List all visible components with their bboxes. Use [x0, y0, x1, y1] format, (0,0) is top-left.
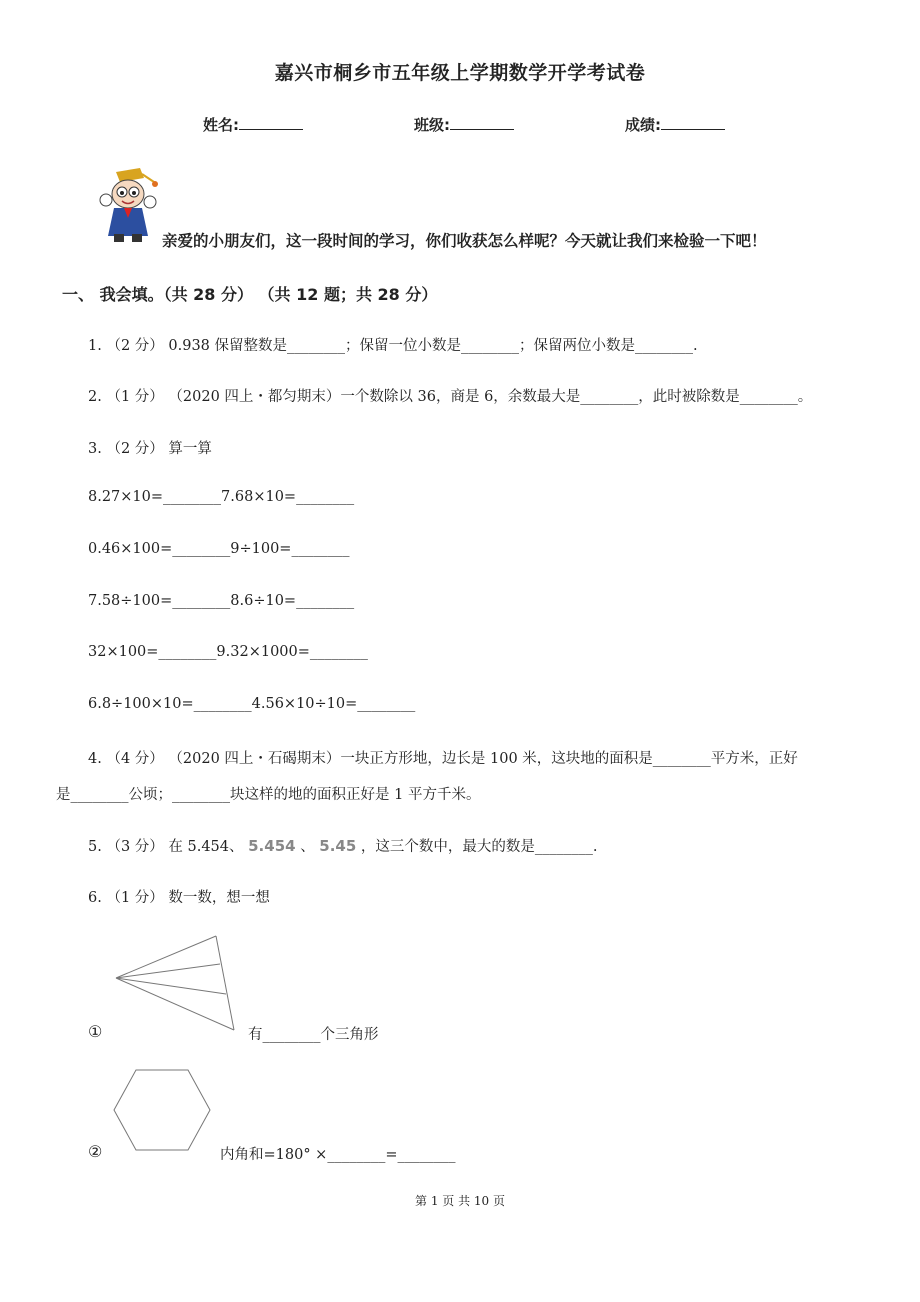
calc-line: 8.27×10=________7.68×10=________ [88, 489, 355, 505]
repeating-decimal-1: 5.454 [248, 837, 296, 855]
question-1: 1. （2 分） 0.938 保留整数是________；保留一位小数是________；保留两位小数是________. [88, 338, 698, 354]
class-blank[interactable] [450, 115, 514, 130]
hexagon-figure [112, 1068, 212, 1152]
score-label: 成绩: [625, 116, 661, 134]
item-2-text: 内角和=180° ×________=________ [220, 1147, 456, 1163]
question-4-line2: 是________公顷；________块这样的地的面积正好是 1 平方千米。 [56, 787, 481, 803]
greeting-text: 亲爱的小朋友们，这一段时间的学习，你们收获怎么样呢？今天就让我们来检验一下吧！ [162, 232, 767, 250]
score-blank[interactable] [661, 115, 725, 130]
repeating-decimal-2: 5.45 [319, 837, 357, 855]
question-6: 6. （1 分） 数一数，想一想 [88, 890, 270, 906]
item-1-marker: ① [88, 1022, 103, 1041]
item-1-text: 有________个三角形 [248, 1027, 379, 1043]
calc-line: 6.8÷100×10=________4.56×10÷10=________ [88, 696, 416, 712]
question-5-separator: 、 [300, 839, 315, 855]
question-3: 3. （2 分） 算一算 [88, 441, 212, 457]
calc-line: 32×100=________9.32×1000=________ [88, 644, 368, 660]
question-5 [88, 835, 598, 856]
item-2-marker: ② [88, 1142, 103, 1161]
calc-line: 7.58÷100=________8.6÷10=________ [88, 593, 355, 609]
mascot-icon [88, 166, 168, 246]
score-field[interactable] [625, 114, 725, 135]
page-footer: 第 1 页 共 10 页 [415, 1194, 505, 1208]
question-5-suffix: ，这三个数中，最大的数是________. [360, 839, 598, 855]
section-heading: 一、 我会填。（共 28 分） （共 12 题；共 28 分） [62, 285, 438, 304]
calc-line: 0.46×100=________9÷100=________ [88, 541, 350, 557]
class-field[interactable] [414, 114, 514, 135]
question-5-prefix: 5. （3 分） 在 5.454、 [88, 839, 244, 855]
name-field[interactable] [203, 114, 303, 135]
page-title: 嘉兴市桐乡市五年级上学期数学开学考试卷 [274, 62, 646, 84]
question-4-line1: 4. （4 分） （2020 四上・石碣期末）一块正方形地，边长是 100 米，这块地的面积是________平方米，正好 [88, 751, 798, 767]
triangle-fan-figure [108, 932, 240, 1034]
class-label: 班级: [414, 116, 450, 134]
name-blank[interactable] [239, 115, 303, 130]
name-label: 姓名: [203, 116, 239, 134]
question-2: 2. （1 分） （2020 四上・都匀期末）一个数除以 36，商是 6，余数最大是________，此时被除数是________。 [88, 389, 813, 405]
